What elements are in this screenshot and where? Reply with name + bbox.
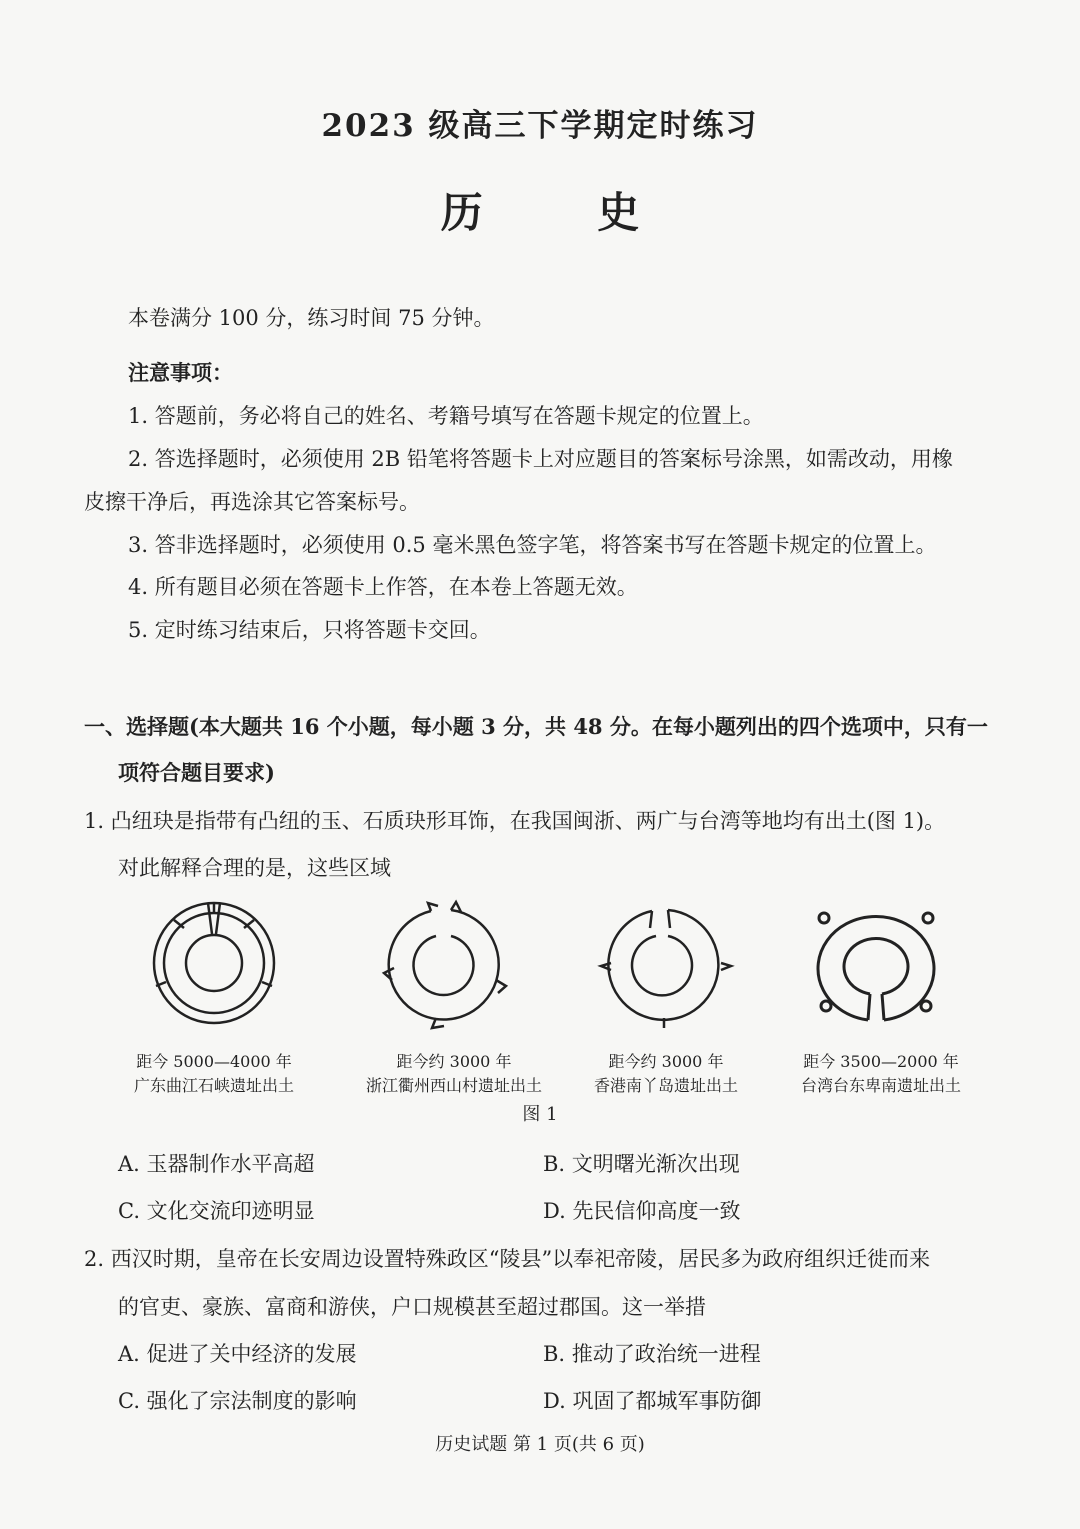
figure-caption-2 bbox=[336, 1050, 572, 1098]
section-heading: 一、选择题(本大题共 16 个小题，每小题 3 分，共 48 分。在每小题列出的四个选项中，只有一 bbox=[84, 714, 988, 739]
question-2-stem-cont: 的官吏、豪族、富商和游侠，户口规模甚至超过郡国。这一举措 bbox=[118, 1295, 706, 1319]
q2-option-a: A. 促进了关中经济的发展 bbox=[118, 1342, 357, 1366]
section-heading-cont: 项符合题目要求) bbox=[118, 760, 275, 785]
question-1-stem: 1. 凸纽玦是指带有凸纽的玉、石质玦形耳饰，在我国闽浙、两广与台湾等地均有出土(图 1)。 bbox=[84, 809, 946, 833]
note-item: 3. 答非选择题时，必须使用 0.5 毫米黑色签字笔，将答案书写在答题卡规定的位置上。 bbox=[128, 533, 937, 557]
note-item: 5. 定时练习结束后，只将答题卡交回。 bbox=[128, 618, 491, 642]
note-item: 1. 答题前，务必将自己的姓名、考籍号填写在答题卡规定的位置上。 bbox=[128, 404, 764, 428]
q2-option-c: C. 强化了宗法制度的影响 bbox=[118, 1389, 357, 1413]
figure-caption-1 bbox=[104, 1050, 324, 1098]
question-2-stem: 2. 西汉时期，皇帝在长安周边设置特殊政区“陵县”以奉祀帝陵，居民多为政府组织迁徙而来 bbox=[84, 1247, 931, 1271]
question-1-stem-cont: 对此解释合理的是，这些区域 bbox=[118, 856, 391, 880]
figure-label: 图 1 bbox=[522, 1104, 558, 1125]
caption-site: 广东曲江石峡遗址出土 bbox=[133, 1076, 294, 1095]
caption-date: 距今约 3000 年 bbox=[396, 1052, 512, 1071]
note-item: 皮擦干净后，再选涂其它答案标号。 bbox=[84, 490, 420, 514]
jue-earring-illustration-2 bbox=[336, 898, 556, 1038]
caption-date: 距今约 3000 年 bbox=[608, 1052, 724, 1071]
intro-text: 本卷满分 100 分，练习时间 75 分钟。 bbox=[128, 306, 495, 330]
exam-title: 2023 级高三下学期定时练习 bbox=[321, 108, 759, 144]
caption-site: 浙江衢州西山村遗址出土 bbox=[365, 1076, 542, 1095]
caption-date: 距今 5000—4000 年 bbox=[136, 1052, 292, 1071]
figure-caption-3 bbox=[566, 1050, 766, 1098]
jue-earring-illustration-1 bbox=[104, 898, 324, 1038]
q1-option-d: D. 先民信仰高度一致 bbox=[543, 1199, 741, 1223]
caption-date: 距今 3500—2000 年 bbox=[803, 1052, 959, 1071]
q1-option-b: B. 文明曙光渐次出现 bbox=[543, 1152, 740, 1176]
subject-title: 历 史 bbox=[440, 188, 690, 237]
caption-site: 香港南丫岛遗址出土 bbox=[593, 1076, 738, 1095]
q1-option-a: A. 玉器制作水平高超 bbox=[118, 1152, 315, 1176]
figure-caption-4 bbox=[776, 1050, 986, 1098]
note-item: 4. 所有题目必须在答题卡上作答，在本卷上答题无效。 bbox=[128, 575, 638, 599]
page-footer: 历史试题 第 1 页(共 6 页) bbox=[435, 1434, 645, 1455]
q2-option-b: B. 推动了政治统一进程 bbox=[543, 1342, 761, 1366]
q2-option-d: D. 巩固了都城军事防御 bbox=[543, 1389, 762, 1413]
jue-earring-illustration-3 bbox=[556, 898, 776, 1038]
jue-earring-illustration-4 bbox=[766, 898, 986, 1038]
note-item: 2. 答选择题时，必须使用 2B 铅笔将答题卡上对应题目的答案标号涂黑，如需改动，用橡 bbox=[128, 447, 953, 471]
caption-site: 台湾台东卑南遗址出土 bbox=[800, 1076, 961, 1095]
notes-heading: 注意事项： bbox=[128, 360, 233, 385]
q1-option-c: C. 文化交流印迹明显 bbox=[118, 1199, 315, 1223]
